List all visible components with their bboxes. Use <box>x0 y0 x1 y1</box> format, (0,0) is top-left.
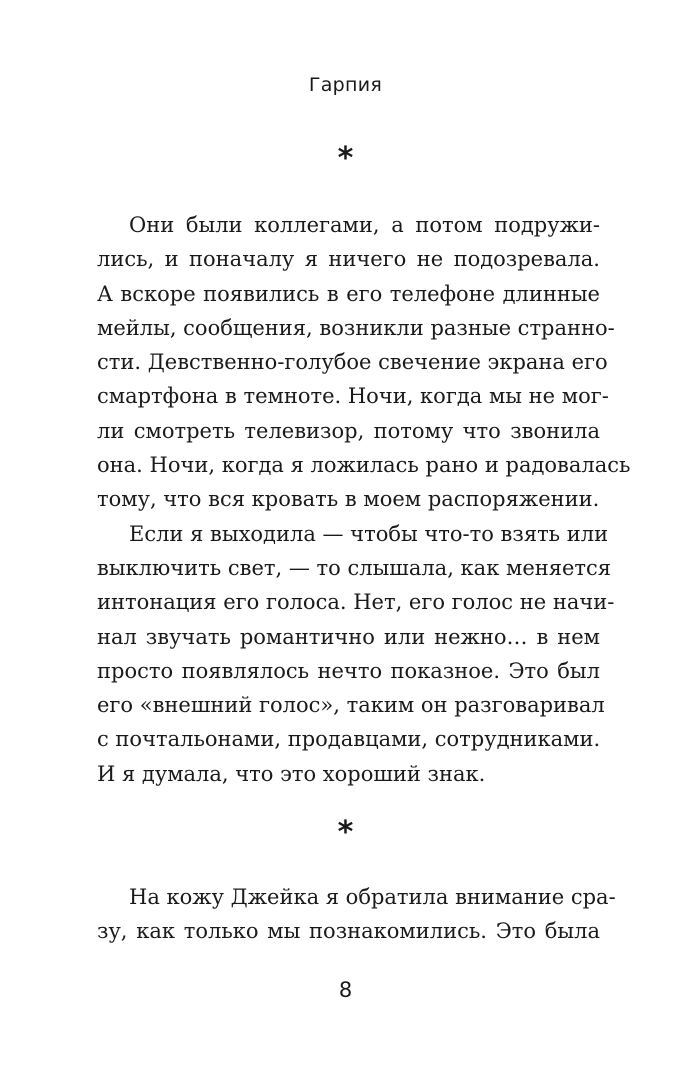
text-line: Если я выходила — чтобы что-то взять или <box>129 521 609 546</box>
text-line: тому, что вся кровать в моем распоряжении. <box>97 487 600 512</box>
text-line: И я думала, что это хороший знак. <box>97 761 486 786</box>
text-line: ли смотреть телевизор, потому что звонила <box>97 418 600 443</box>
text-line: мейлы, сообщения, возникли разные странно- <box>97 315 615 340</box>
text-line: выключить свет, — то слышала, как меняется <box>97 555 612 580</box>
section-divider-asterisk: * <box>337 815 354 850</box>
text-line: На кожу Джейка я обратила внимание сра- <box>129 885 616 909</box>
text-line: Они были коллегами, а потом подружи- <box>129 213 600 237</box>
body-text-section-1 <box>97 208 631 791</box>
text-line: просто появлялось нечто показное. Это был <box>97 658 600 683</box>
text-line: А вскоре появились в его телефоне длинные <box>97 281 600 306</box>
body-text-section-2 <box>97 880 616 949</box>
text-line: смартфона в темноте. Ночи, когда мы не мог- <box>97 384 609 409</box>
text-line: его «внешний голос», таким он разговаривал <box>97 693 605 718</box>
text-line: сти. Девственно-голубое свечение экрана его <box>97 350 608 375</box>
running-title: Гарпия <box>308 74 383 96</box>
text-line: она. Ночи, когда я ложилась рано и радовалась <box>97 453 631 478</box>
text-line: нал звучать романтично или нежно… в нем <box>97 624 600 649</box>
text-line: с почтальонами, продавцами, сотрудниками. <box>97 727 601 752</box>
text-line: зу, как только мы познакомились. Это была <box>97 919 600 944</box>
text-line: лись, и поначалу я ничего не подозревала. <box>97 247 600 272</box>
section-divider-asterisk: * <box>337 141 354 176</box>
page-number: 8 <box>338 978 353 1002</box>
text-line: интонация его голоса. Нет, его голос не начи- <box>97 590 615 615</box>
